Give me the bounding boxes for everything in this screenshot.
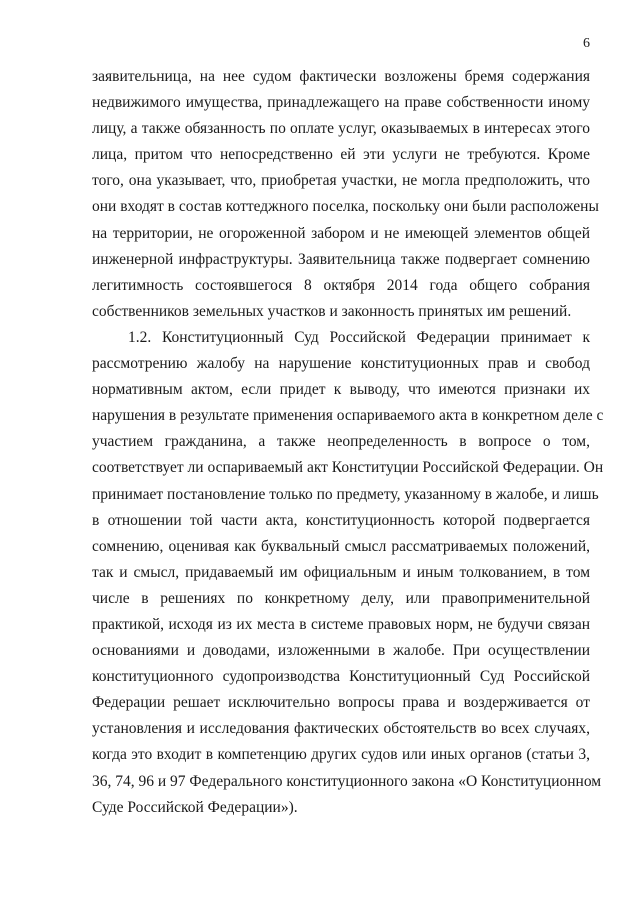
text-line: участием гражданина, а также неопределенность в вопросе о том, bbox=[92, 433, 590, 451]
text-line: когда это входит в компетенцию других судов или иных органов (статьи 3, bbox=[92, 746, 590, 764]
page-number: 6 bbox=[583, 36, 590, 51]
text-line: лицу, а также обязанность по оплате услуг, оказываемых в интересах этого bbox=[92, 120, 590, 138]
text-line: они входят в состав коттеджного поселка, поскольку они были расположены bbox=[92, 198, 599, 216]
text-line: инженерной инфраструктуры. Заявительница также подвергает сомнению bbox=[92, 250, 590, 268]
text-line: Федерации решает исключительно вопросы права и воздерживается от bbox=[92, 694, 590, 712]
text-line: нарушения в результате применения оспариваемого акта в конкретном деле с bbox=[92, 407, 604, 425]
text-line: недвижимого имущества, принадлежащего на праве собственности иному bbox=[92, 94, 590, 112]
text-line: установления и исследования фактических обстоятельств во всех случаях, bbox=[92, 720, 590, 738]
text-line: 1.2. Конституционный Суд Российской Федерации принимает к bbox=[128, 328, 590, 346]
text-line: 36, 74, 96 и 97 Федерального конституционного закона «О Конституционном bbox=[92, 772, 602, 790]
text-line: собственников земельных участков и законность принятых им решений. bbox=[92, 302, 572, 320]
text-line: конституционного судопроизводства Конституционный Суд Российской bbox=[92, 668, 590, 686]
text-line: так и смысл, придаваемый им официальным и иным толкованием, в том bbox=[92, 563, 590, 581]
text-line: заявительница, на нее судом фактически возложены бремя содержания bbox=[92, 68, 590, 85]
text-line: соответствует ли оспариваемый акт Конституции Российской Федерации. Он bbox=[92, 459, 604, 477]
text-line: рассмотрению жалобу на нарушение конституционных прав и свобод bbox=[92, 355, 590, 373]
text-line: принимает постановление только по предмету, указанному в жалобе, и лишь bbox=[92, 485, 599, 503]
document-body bbox=[92, 64, 604, 821]
text-line: того, она указывает, что, приобретая участки, не могла предположить, что bbox=[92, 172, 590, 190]
text-line: Суде Российской Федерации»). bbox=[92, 798, 298, 816]
text-line: в отношении той части акта, конституционность которой подвергается bbox=[92, 511, 590, 529]
text-line: числе в решениях по конкретному делу, или правоприменительной bbox=[92, 589, 590, 607]
text-line: лица, притом что непосредственно ей эти услуги не требуются. Кроме bbox=[92, 146, 590, 164]
text-line: легитимность состоявшегося 8 октября 2014 года общего собрания bbox=[92, 276, 590, 294]
paragraph-2 bbox=[92, 325, 604, 821]
text-line: нормативным актом, если придет к выводу, что имеются признаки их bbox=[92, 381, 590, 399]
text-line: сомнению, оценивая как буквальный смысл рассматриваемых положений, bbox=[92, 537, 590, 555]
text-line: основаниями и доводами, изложенными в жалобе. При осуществлении bbox=[92, 642, 590, 660]
text-line: практикой, исходя из их места в системе правовых норм, не будучи связан bbox=[92, 615, 590, 633]
paragraph-1 bbox=[92, 64, 599, 325]
text-line: на территории, не огороженной забором и не имеющей элементов общей bbox=[92, 224, 590, 242]
